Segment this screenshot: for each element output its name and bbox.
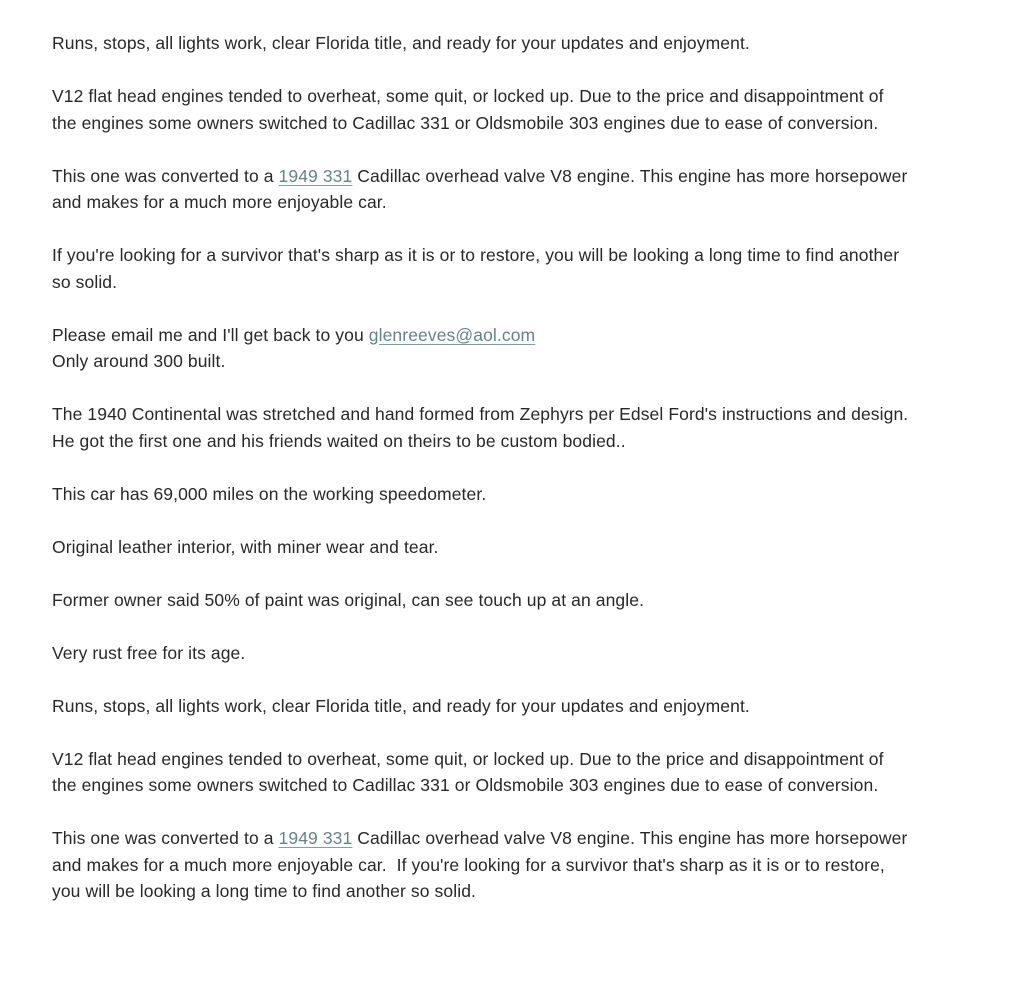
text-run: Cadillac overhead valve V8 engine. This engine has more horsepower and makes for a much more enjoyable car. If you're looking for a survivor that's sharp as it is or to restore, you will be looking a long time to find another so solid. bbox=[52, 828, 913, 901]
text-run: Only around 300 built. bbox=[52, 351, 226, 371]
text-run: Runs, stops, all lights work, clear Florida title, and ready for your updates and enjoyment. bbox=[52, 695, 750, 716]
text-run: Please email me and I'll get back to you bbox=[52, 324, 369, 345]
paragraph bbox=[52, 746, 910, 799]
link-1949-331[interactable]: 1949 331 bbox=[278, 165, 353, 186]
paragraph bbox=[52, 163, 913, 216]
paragraph bbox=[52, 322, 910, 375]
paragraph bbox=[52, 242, 910, 295]
paragraph bbox=[52, 825, 913, 905]
text-run: V12 flat head engines tended to overheat, some quit, or locked up. Due to the price and disappointment of the engines some owners switched to Cadillac 331 or Oldsmobile 303 engines due to ease of conversion. bbox=[52, 748, 889, 795]
text-run: Runs, stops, all lights work, clear Florida title, and ready for your updates and enjoyment. bbox=[52, 33, 750, 53]
text-run: The 1940 Continental was stretched and hand formed from Zephyrs per Edsel Ford's instructions and design. He got the first one and his friends waited on theirs to be custom bodied.. bbox=[52, 404, 914, 451]
text-run: If you're looking for a survivor that's sharp as it is or to restore, you will be looking a long time to find another so solid. bbox=[52, 245, 905, 292]
text-run: This one was converted to a bbox=[52, 828, 279, 848]
text-run: Former owner said 50% of paint was original, can see touch up at an angle. bbox=[52, 589, 645, 610]
paragraph bbox=[52, 640, 910, 667]
paragraph bbox=[52, 693, 910, 720]
text-run: This one was converted to a bbox=[52, 165, 279, 186]
text-run: This car has 69,000 miles on the working speedometer. bbox=[52, 483, 487, 504]
paragraph bbox=[52, 30, 910, 57]
email-link[interactable]: glenreeves@aol.com bbox=[368, 324, 536, 345]
text-run: Original leather interior, with miner wear and tear. bbox=[52, 536, 439, 557]
link-1949-331[interactable]: 1949 331 bbox=[278, 828, 353, 848]
paragraph bbox=[52, 401, 914, 454]
paragraph bbox=[52, 481, 910, 508]
text-run: Cadillac overhead valve V8 engine. This engine has more horsepower and makes for a much more enjoyable car. bbox=[52, 165, 913, 212]
paragraph bbox=[52, 83, 910, 136]
paragraph bbox=[52, 534, 910, 561]
text-run: Very rust free for its age. bbox=[52, 642, 246, 663]
paragraph bbox=[52, 587, 910, 614]
text-run: V12 flat head engines tended to overheat, some quit, or locked up. Due to the price and disappointment of the engines some owners switched to Cadillac 331 or Oldsmobile 303 engines due to ease of conversion. bbox=[52, 86, 889, 133]
